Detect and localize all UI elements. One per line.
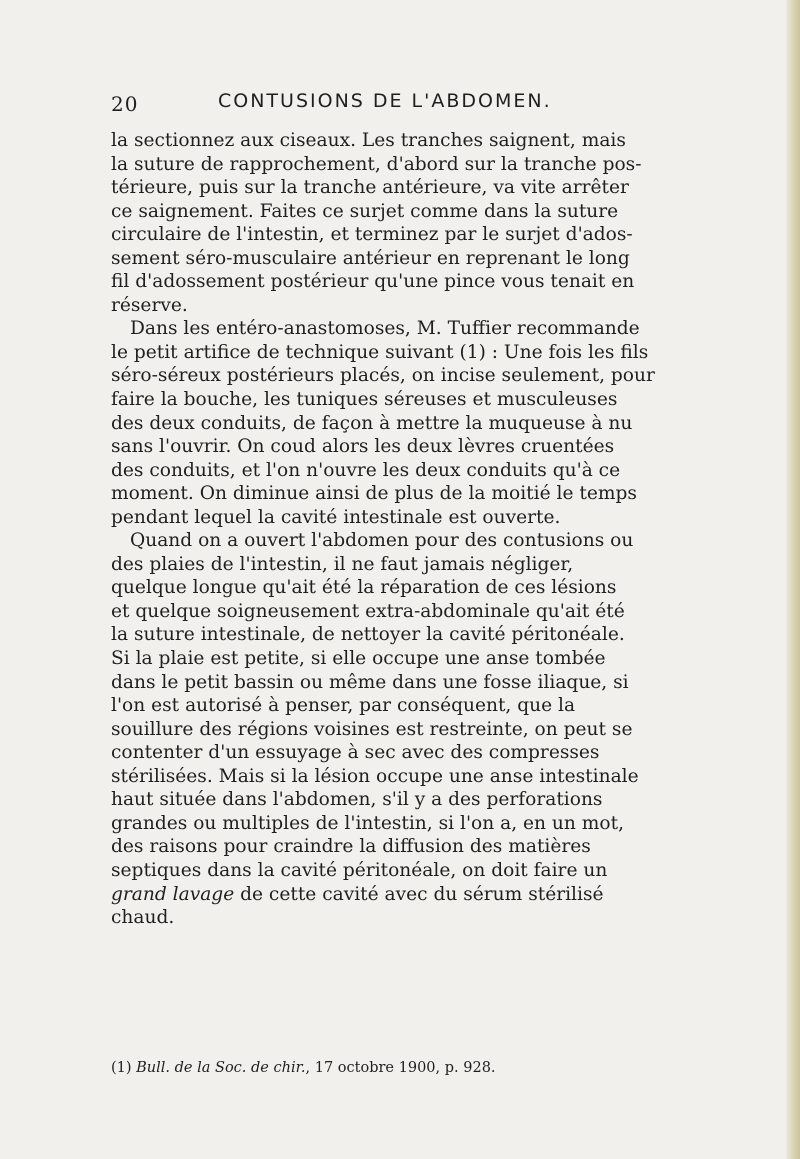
text-line: grandes ou multiples de l'intestin, si l'on a, en un mot,: [111, 812, 624, 834]
text-line-with-italic: [111, 883, 771, 907]
footnote-marker: (1): [111, 1060, 137, 1076]
text-fragment: de cette cavité avec du sérum stérilisé: [234, 883, 604, 905]
text-line: sans l'ouvrir. On coud alors les deux lèvres cruentées: [111, 436, 615, 458]
text-line: quelque longue qu'ait été la réparation de ces lésions: [111, 577, 617, 599]
text-line: dans le petit bassin ou même dans une fosse iliaque, si: [111, 671, 629, 693]
paragraph-start-line: Dans les entéro-anastomoses, M. Tuffier recommande: [130, 318, 640, 340]
text-line: la suture intestinale, de nettoyer la cavité péritonéale.: [111, 624, 625, 646]
text-line: faire la bouche, les tuniques séreuses et musculeuses: [111, 389, 618, 411]
text-line: l'on est autorisé à penser, par conséquent, que la: [111, 695, 576, 717]
page-header: [0, 88, 800, 118]
text-line: septiques dans la cavité péritonéale, on doit faire un: [111, 859, 608, 881]
text-line: circulaire de l'intestin, et terminez par le surjet d'ados-: [111, 224, 633, 246]
text-line: stérilisées. Mais si la lésion occupe une anse intestinale: [111, 765, 639, 787]
text-line: la sectionnez aux ciseaux. Les tranches saignent, mais: [111, 130, 626, 151]
page-number: 20: [111, 92, 139, 116]
paragraph-start-line: Quand on a ouvert l'abdomen pour des contusions ou: [130, 530, 634, 552]
text-line: ce saignement. Faites ce surjet comme dans la suture: [111, 200, 619, 222]
footnote-rest: , 17 octobre 1900, p. 928.: [305, 1060, 496, 1076]
text-line: moment. On diminue ainsi de plus de la moitié le temps: [111, 483, 637, 505]
text-line: réserve.: [111, 294, 188, 316]
text-line: souillure des régions voisines est restreinte, on peut se: [111, 718, 633, 740]
text-line: le petit artifice de technique suivant (1) : Une fois les fils: [111, 341, 649, 363]
text-line: contenter d'un essuyage à sec avec des compresses: [111, 742, 600, 764]
text-line: la suture de rapprochement, d'abord sur la tranche pos-: [111, 153, 642, 175]
text-line: Si la plaie est petite, si elle occupe une anse tombée: [111, 648, 606, 670]
text-line: sement séro-musculaire antérieur en reprenant le long: [111, 247, 630, 269]
text-line: des raisons pour craindre la diffusion des matières: [111, 836, 591, 858]
body-text: [111, 129, 771, 930]
text-line: haut située dans l'abdomen, s'il y a des perforations: [111, 789, 603, 811]
page-edge: [786, 0, 800, 1159]
text-line: des deux conduits, de façon à mettre la muqueuse à nu: [111, 412, 633, 434]
footnote: [111, 1060, 496, 1076]
text-line: térieure, puis sur la tranche antérieure, va vite arrêter: [111, 177, 629, 199]
running-title: CONTUSIONS DE L'ABDOMEN.: [218, 90, 552, 112]
italic-phrase: grand lavage: [111, 883, 235, 905]
text-line: fil d'adossement postérieur qu'une pince vous tenait en: [111, 271, 635, 293]
text-line: et quelque soigneusement extra-abdominale qu'ait été: [111, 600, 625, 622]
text-line: des conduits, et l'on n'ouvre les deux conduits qu'à ce: [111, 459, 621, 481]
text-line: des plaies de l'intestin, il ne faut jamais négliger,: [111, 553, 574, 575]
text-line: séro-séreux postérieurs placés, on incise seulement, pour: [111, 365, 655, 387]
text-line: chaud.: [111, 907, 175, 929]
text-line: pendant lequel la cavité intestinale est ouverte.: [111, 506, 561, 528]
footnote-source: Bull. de la Soc. de chir.: [136, 1060, 306, 1076]
